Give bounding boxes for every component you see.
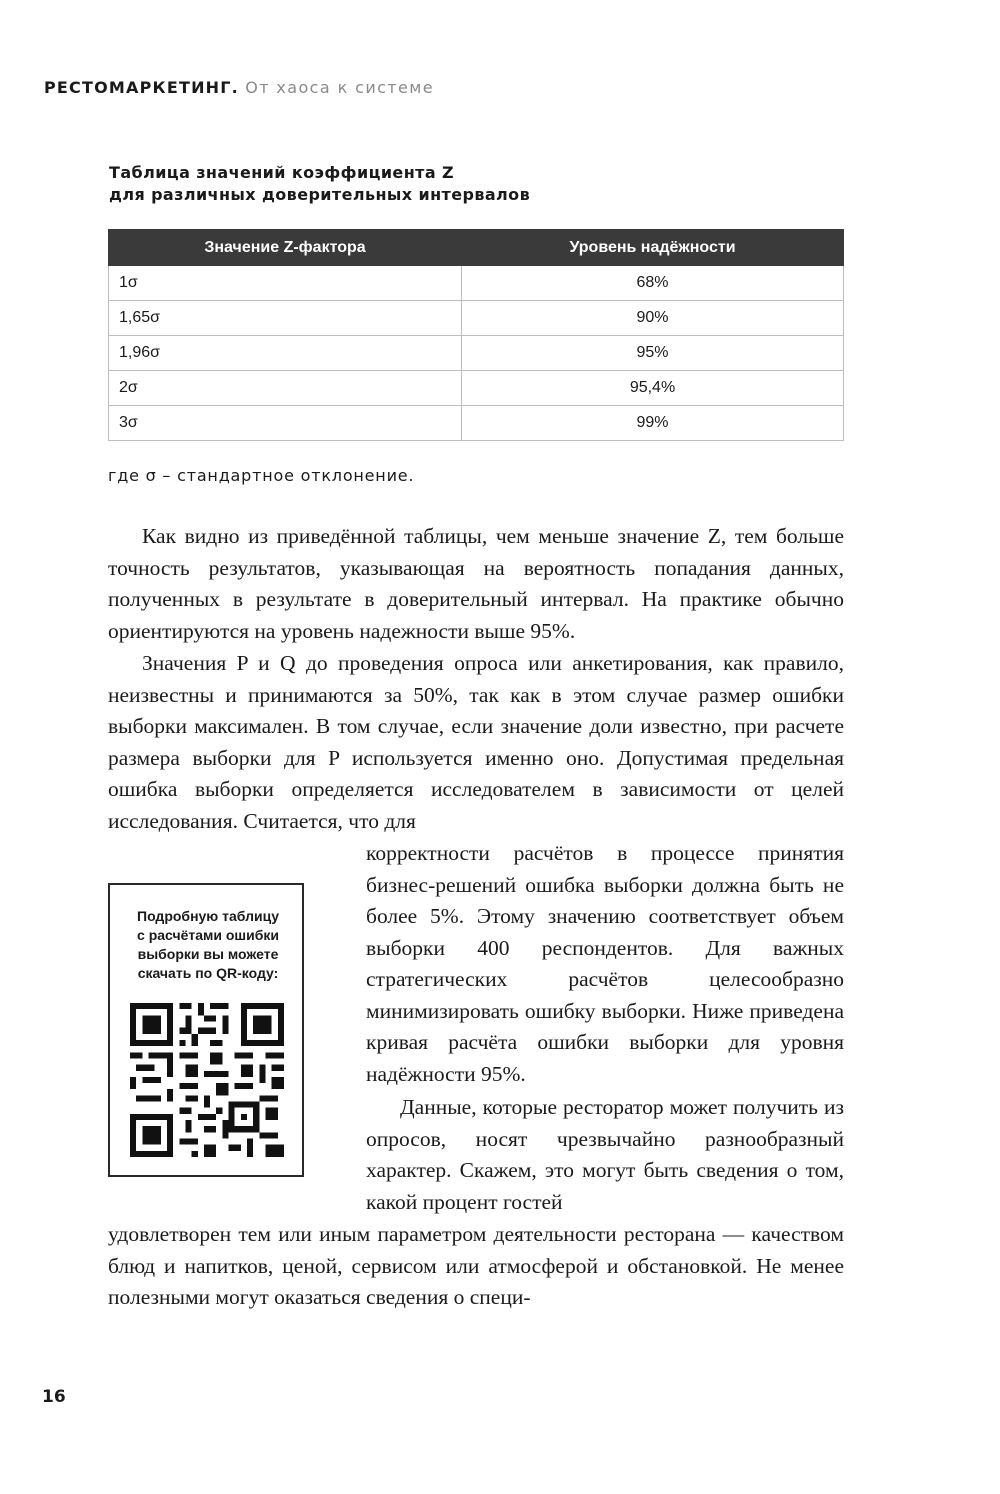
table-row: [109, 336, 844, 371]
header-confidence-level: Уровень надёжности: [462, 230, 844, 266]
z-value-cell: 3σ: [109, 406, 462, 441]
qr-caption-line4: скачать по QR-коду:: [137, 965, 279, 981]
book-subtitle: От хаоса к системе: [245, 78, 434, 97]
table-footnote: где σ – стандартное отклонение.: [108, 466, 415, 485]
qr-caption-line1: Подробную таблицу: [137, 908, 279, 924]
paragraph-3-continuation: удовлетворен тем или иным параметром деятельности ресторана — качеством блюд и напитков, ценой, сервисом или атмосферой и обстановкой. Не менее полезными могут оказаться сведения о специ-: [108, 1222, 844, 1309]
paragraph-2: Значения P и Q до проведения опроса или анкетирования, как правило, неизвестны и принимаются за 50%, так как в этом случае размер ошибки выборки максимален. В том случае, если значение доли известно, при расчете размера выборки для P используется именно оно. Допустимая предельная ошибка выборки определяется исследователем в зависимости от целей исследования. Считается, что для: [108, 651, 844, 833]
qr-caption-line2: с расчётами ошибки: [137, 927, 279, 943]
qr-caption: [110, 907, 306, 983]
paragraph-3: Данные, которые ресторатор может получить из опросов, носят чрезвычайно разнообразный характер. Скажем, это могут быть сведения о том, какой процент гостей: [366, 1095, 844, 1214]
confidence-cell: 99%: [462, 406, 844, 441]
z-value-cell: 1σ: [109, 266, 462, 301]
z-value-cell: 2σ: [109, 371, 462, 406]
paragraph-2-continuation: корректности расчётов в процессе принятия бизнес-решений ошибка выборки должна быть не более 5%. Этому значению соответствует объем выборки 400 респондентов. Для важных стратегических расчётов целесообразно минимизировать ошибку выборки. Ниже приведена кривая расчёта ошибки выборки для уровня надёжности 95%.: [366, 841, 844, 1086]
qr-caption-line3: выборки вы можете: [137, 946, 279, 962]
table-title: [109, 162, 530, 206]
table-row: [109, 406, 844, 441]
table-row: [109, 371, 844, 406]
page-number: 16: [42, 1387, 66, 1407]
z-value-cell: 1,65σ: [109, 301, 462, 336]
running-head: [44, 78, 434, 97]
table-header-row: [109, 230, 844, 266]
z-value-cell: 1,96σ: [109, 336, 462, 371]
confidence-cell: 95%: [462, 336, 844, 371]
confidence-cell: 68%: [462, 266, 844, 301]
qr-sidebar-box: [108, 883, 304, 1177]
header-z-factor: Значение Z-фактора: [109, 230, 462, 266]
table-row: [109, 301, 844, 336]
confidence-cell: 95,4%: [462, 371, 844, 406]
book-title: РЕСТОМАРКЕТИНГ.: [44, 78, 239, 97]
confidence-cell: 90%: [462, 301, 844, 336]
table-title-line1: Таблица значений коэффициента Z: [109, 163, 454, 182]
table-title-line2: для различных доверительных интервалов: [109, 185, 531, 204]
qr-code-icon[interactable]: [130, 1003, 284, 1157]
paragraph-1: Как видно из приведённой таблицы, чем меньше значение Z, тем больше точность результатов, указывающая на вероятность попадания данных, полученных в результате в доверительный интервал. На практике обычно ориентируются на уровень надежности выше 95%.: [108, 524, 844, 643]
z-factor-table: [108, 229, 844, 441]
table-row: [109, 266, 844, 301]
